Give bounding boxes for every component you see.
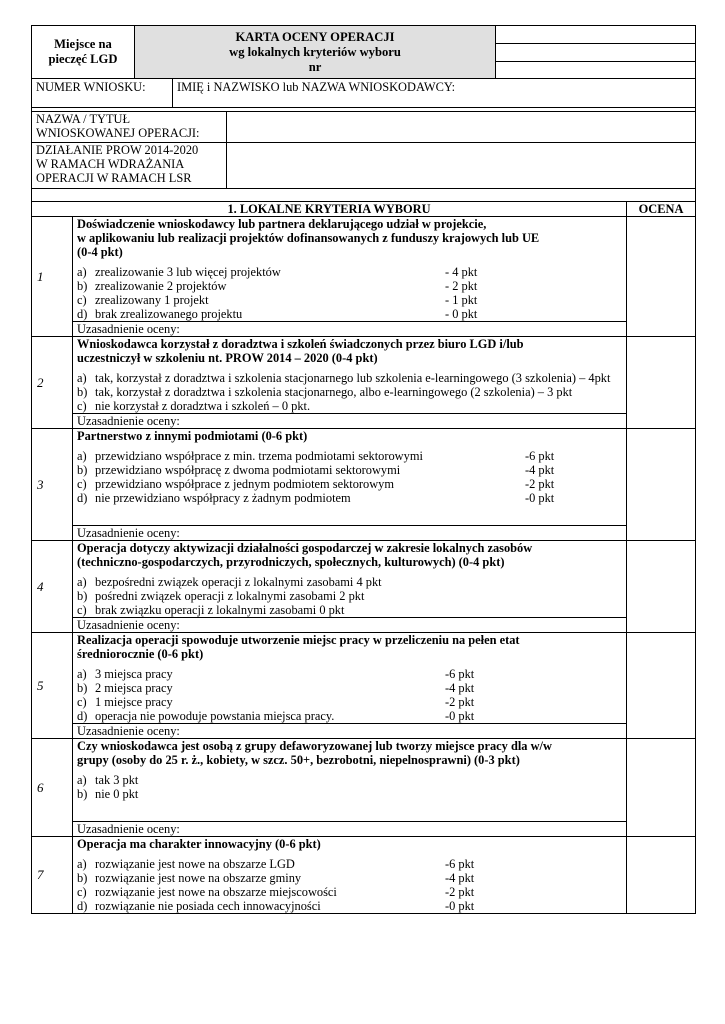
option-letter: b) [77, 589, 88, 603]
option-text: nie przewidziano współpracy z żadnym podmiotem [95, 491, 351, 505]
blank-space [77, 801, 622, 821]
option-text: nie korzystał z doradztwa i szkoleń – 0 pkt. [95, 399, 311, 413]
criterion-title-line: Doświadczenie wnioskodawcy lub partnera deklarującego udział w projekcie, [77, 217, 487, 231]
option-letter: c) [77, 477, 87, 491]
option-points: -2 pkt [445, 885, 475, 899]
criterion-title-line: (techniczno-gospodarczych, przyrodniczych, społecznych, kulturowych) (0-4 pkt) [77, 555, 505, 569]
criterion-option [77, 265, 622, 279]
criterion-row [32, 541, 696, 633]
option-letter: a) [77, 449, 87, 463]
criterion-options [77, 667, 622, 723]
criterion-options [77, 449, 622, 505]
criterion-title [77, 217, 622, 259]
criterion-number: 1 [32, 217, 73, 337]
criterion-content [73, 739, 627, 837]
option-letter: b) [77, 463, 88, 477]
criterion-row [32, 837, 696, 914]
criterion-title-line: Operacja ma charakter innowacyjny (0-6 pkt) [77, 837, 321, 851]
operation-title-label-cell [32, 112, 227, 143]
criterion-title [77, 739, 622, 767]
criterion-row [32, 429, 696, 541]
header-blank-cell[interactable] [496, 44, 696, 62]
criterion-option [77, 477, 622, 491]
criterion-number: 7 [32, 837, 73, 914]
option-text: rozwiązanie jest nowe na obszarze gminy [95, 871, 302, 885]
criterion-content [73, 837, 627, 914]
option-letter: b) [77, 279, 88, 293]
criterion-options [77, 575, 622, 617]
option-letter: a) [77, 371, 87, 385]
criterion-title-line: Operacja dotyczy aktywizacji działalności gospodarczej w zakresie lokalnych zasobów [77, 541, 533, 555]
form-title [135, 26, 496, 79]
option-text: bezpośredni związek operacji z lokalnymi zasobami 4 pkt [95, 575, 382, 589]
evaluation-form [31, 25, 695, 914]
justification-label[interactable]: Uzasadnienie oceny: [73, 821, 626, 836]
criterion-title-line: Realizacja operacji spowoduje utworzenie miejsc pracy w przeliczeniu na pełen etat [77, 633, 520, 647]
criterion-option [77, 279, 622, 293]
option-text: 2 miejsca pracy [95, 681, 173, 695]
option-letter: a) [77, 265, 87, 279]
option-text: rozwiązanie nie posiada cech innowacyjności [95, 899, 321, 913]
option-text: zrealizowanie 3 lub więcej projektów [95, 265, 281, 279]
criterion-row [32, 217, 696, 337]
criterion-option [77, 371, 622, 385]
criterion-title [77, 541, 622, 569]
form-title-line: nr [308, 59, 322, 74]
criteria-table [31, 201, 696, 914]
criterion-content [73, 633, 627, 739]
option-text: nie 0 pkt [95, 787, 139, 801]
criterion-options [77, 371, 622, 413]
application-number-label: NUMER WNIOSKU: [36, 80, 146, 94]
option-text: zrealizowany 1 projekt [95, 293, 209, 307]
criterion-options [77, 857, 622, 913]
option-letter: b) [77, 385, 88, 399]
criterion-title-line: uczestniczył w szkoleniu nt. PROW 2014 – 2020 (0-4 pkt) [77, 351, 378, 365]
criterion-options [77, 773, 622, 801]
criterion-title-line: Wnioskodawca korzystał z doradztwa i szkoleń świadczonych przez biuro LGD i/lub [77, 337, 524, 351]
criterion-row [32, 739, 696, 837]
criterion-title-line: Czy wnioskodawca jest osobą z grupy defaworyzowanej lub tworzy miejsce pracy dla w/w [77, 739, 552, 753]
header-blank-cell[interactable] [496, 26, 696, 44]
option-points: -0 pkt [445, 899, 475, 913]
score-column-header: OCENA [627, 202, 696, 217]
option-points: -4 pkt [445, 871, 475, 885]
criterion-content [73, 337, 627, 429]
criterion-option [77, 667, 622, 681]
option-letter: b) [77, 681, 88, 695]
criterion-option [77, 871, 622, 885]
criterion-option [77, 589, 622, 603]
applicant-name-field[interactable] [173, 79, 696, 108]
option-points: - 0 pkt [445, 307, 478, 321]
criterion-number: 4 [32, 541, 73, 633]
option-letter: a) [77, 667, 87, 681]
criterion-option [77, 293, 622, 307]
criterion-content [73, 217, 627, 337]
option-text: 1 miejsce pracy [95, 695, 173, 709]
justification-label[interactable]: Uzasadnienie oceny: [73, 321, 626, 336]
criterion-option [77, 681, 622, 695]
justification-label[interactable]: Uzasadnienie oceny: [73, 617, 626, 632]
measure-label: W RAMACH WDRAŻANIA [36, 157, 185, 171]
score-cell[interactable] [627, 429, 696, 541]
criterion-title-line: w aplikowaniu lub realizacji projektów dofinansowanych z funduszy krajowych lub UE [77, 231, 540, 245]
criterion-title-line: grupy (osoby do 25 r. ż., kobiety, w szcz. 50+, bezrobotni, niepelnosprawni) (0-3 pkt) [77, 753, 520, 767]
criterion-title [77, 837, 622, 851]
criterion-option [77, 709, 622, 723]
criterion-title [77, 429, 622, 443]
criterion-title-line: (0-4 pkt) [77, 245, 123, 259]
criterion-number: 5 [32, 633, 73, 739]
option-points: - 1 pkt [445, 293, 478, 307]
measure-label: DZIAŁANIE PROW 2014-2020 [36, 143, 199, 157]
lgd-stamp-line: Miejsce na [54, 37, 112, 51]
criterion-row [32, 633, 696, 739]
option-text: zrealizowanie 2 projektów [95, 279, 227, 293]
score-cell[interactable] [627, 837, 696, 914]
criterion-option [77, 385, 622, 399]
lgd-stamp-box [32, 26, 135, 79]
measure-label: OPERACJI W RAMACH LSR [36, 171, 192, 185]
option-letter: d) [77, 899, 88, 913]
section-title: 1. LOKALNE KRYTERIA WYBORU [32, 202, 627, 217]
option-letter: c) [77, 885, 87, 899]
option-letter: c) [77, 293, 87, 307]
option-text: pośredni związek operacji z lokalnymi zasobami 2 pkt [95, 589, 365, 603]
option-letter: c) [77, 603, 87, 617]
option-points: -6 pkt [525, 449, 555, 463]
option-points: -4 pkt [445, 681, 475, 695]
option-text: przewidziano współprace z min. trzema podmiotami sektorowymi [95, 449, 423, 463]
criterion-option [77, 463, 622, 477]
criterion-option [77, 885, 622, 899]
criterion-title-line: średniorocznie (0-6 pkt) [77, 647, 204, 661]
criterion-option [77, 399, 622, 413]
criterion-number: 2 [32, 337, 73, 429]
justification-label[interactable]: Uzasadnienie oceny: [73, 525, 626, 540]
option-text: brak związku operacji z lokalnymi zasobami 0 pkt [95, 603, 345, 617]
score-cell[interactable] [627, 633, 696, 739]
operation-title-label: NAZWA / TYTUŁ [36, 112, 131, 126]
justification-label[interactable]: Uzasadnienie oceny: [73, 723, 626, 738]
option-letter: d) [77, 491, 88, 505]
criterion-content [73, 429, 627, 541]
header-table [31, 25, 696, 79]
option-text: przewidziano współpracę z dwoma podmiotami sektorowymi [95, 463, 401, 477]
criterion-title-line: Partnerstwo z innymi podmiotami (0-6 pkt) [77, 429, 308, 443]
option-letter: c) [77, 695, 87, 709]
option-points: -6 pkt [445, 667, 475, 681]
criterion-option [77, 449, 622, 463]
applicant-name-label: IMIĘ i NAZWISKO lub NAZWA WNIOSKODAWCY: [177, 80, 456, 94]
option-points: -2 pkt [445, 695, 475, 709]
criterion-number: 6 [32, 739, 73, 837]
option-letter: b) [77, 787, 88, 801]
option-points: - 2 pkt [445, 279, 478, 293]
option-letter: a) [77, 773, 87, 787]
spacer-row [32, 189, 696, 202]
option-points: -2 pkt [525, 477, 555, 491]
option-text: tak 3 pkt [95, 773, 139, 787]
option-text: rozwiązanie jest nowe na obszarze LGD [95, 857, 295, 871]
measure-label-cell [32, 143, 227, 189]
option-text: przewidziano współprace z jednym podmiotem sektorowym [95, 477, 395, 491]
option-text: tak, korzystał z doradztwa i szkolenia stacjonarnego, albo e-learningowego (2 szkolenia) – 3 pkt [95, 385, 573, 399]
criterion-option [77, 307, 622, 321]
option-points: -6 pkt [445, 857, 475, 871]
criterion-option [77, 773, 622, 787]
option-text: operacja nie powoduje powstania miejsca pracy. [95, 709, 335, 723]
criterion-option [77, 857, 622, 871]
option-letter: c) [77, 399, 87, 413]
option-points: -0 pkt [525, 491, 555, 505]
option-text: 3 miejsca pracy [95, 667, 173, 681]
score-cell[interactable] [627, 217, 696, 337]
option-points: -4 pkt [525, 463, 555, 477]
option-text: rozwiązanie jest nowe na obszarze miejscowości [95, 885, 337, 899]
criterion-option [77, 575, 622, 589]
criterion-title [77, 337, 622, 365]
criterion-row [32, 337, 696, 429]
option-letter: b) [77, 871, 88, 885]
option-letter: a) [77, 857, 87, 871]
criterion-option [77, 603, 622, 617]
option-points: - 4 pkt [445, 265, 478, 279]
score-cell[interactable] [627, 541, 696, 633]
criterion-option [77, 899, 622, 913]
justification-label[interactable]: Uzasadnienie oceny: [73, 413, 626, 428]
option-text: brak zrealizowanego projektu [95, 307, 243, 321]
lgd-stamp-line: pieczęć LGD [48, 52, 118, 66]
header-blank-cell[interactable] [496, 62, 696, 79]
criterion-option [77, 695, 622, 709]
criterion-content [73, 541, 627, 633]
criterion-options [77, 265, 622, 321]
criterion-number: 3 [32, 429, 73, 541]
option-text: tak, korzystał z doradztwa i szkolenia stacjonarnego lub szkolenia e-learningowego (3 szkolenia) – 4pkt [95, 371, 611, 385]
form-title-line: KARTA OCENY OPERACJI [235, 29, 395, 44]
option-letter: d) [77, 709, 88, 723]
criterion-title [77, 633, 622, 661]
application-number-field[interactable] [32, 79, 173, 108]
applicant-fields-table [31, 78, 696, 202]
blank-space [77, 505, 622, 525]
option-letter: a) [77, 575, 87, 589]
criterion-option [77, 491, 622, 505]
option-points: -0 pkt [445, 709, 475, 723]
score-cell[interactable] [627, 739, 696, 837]
form-title-line: wg lokalnych kryteriów wyboru [229, 44, 401, 59]
score-cell[interactable] [627, 337, 696, 429]
operation-title-field[interactable] [227, 112, 696, 143]
measure-field[interactable] [227, 143, 696, 189]
operation-title-label: WNIOSKOWANEJ OPERACJI: [36, 126, 200, 140]
criterion-option [77, 787, 622, 801]
option-letter: d) [77, 307, 88, 321]
